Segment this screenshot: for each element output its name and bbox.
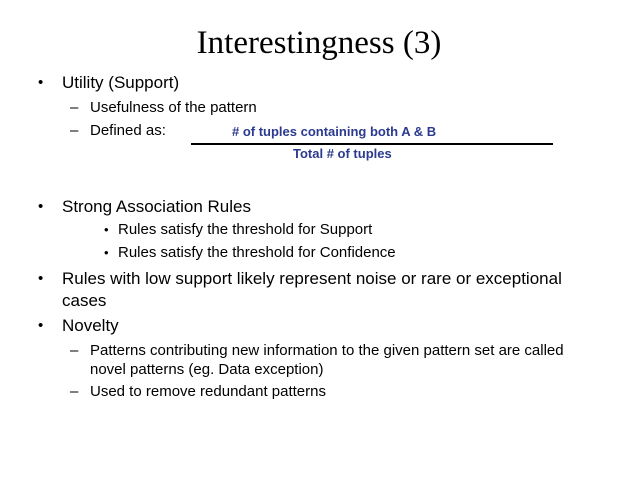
- low-support-line2: cases: [62, 291, 107, 310]
- novelty-item1-line2: novel patterns (eg. Data exception): [90, 361, 324, 378]
- dash-icon: –: [70, 383, 79, 400]
- utility-heading: Utility (Support): [62, 73, 180, 92]
- dash-icon: –: [70, 342, 79, 359]
- utility-item-defined-as: Defined as:: [90, 122, 166, 139]
- bullet-icon: •: [38, 270, 44, 287]
- novelty-heading: Novelty: [62, 316, 119, 335]
- bullet-icon: •: [38, 198, 44, 215]
- sub-bullet-icon: •: [104, 222, 109, 237]
- sub-bullet-icon: •: [104, 245, 109, 260]
- utility-item-usefulness: Usefulness of the pattern: [90, 99, 257, 116]
- strong-rules-confidence: Rules satisfy the threshold for Confidence: [118, 244, 396, 261]
- fraction-numerator: # of tuples containing both A & B: [232, 124, 437, 139]
- strong-rules-support: Rules satisfy the threshold for Support: [118, 221, 373, 238]
- dash-icon: –: [70, 99, 79, 116]
- fraction-denominator: Total # of tuples: [293, 146, 392, 161]
- novelty-item2: Used to remove redundant patterns: [90, 383, 326, 400]
- fraction-line: [191, 143, 553, 145]
- slide-title: Interestingness (3): [196, 25, 442, 61]
- dash-icon: –: [70, 122, 79, 139]
- bullet-icon: •: [38, 74, 44, 91]
- bullet-icon: •: [38, 317, 44, 334]
- novelty-item1-line1: Patterns contributing new information to the given pattern set are called: [90, 342, 564, 359]
- strong-rules-heading: Strong Association Rules: [62, 197, 251, 216]
- low-support-line1: Rules with low support likely represent noise or rare or exceptional: [62, 269, 562, 288]
